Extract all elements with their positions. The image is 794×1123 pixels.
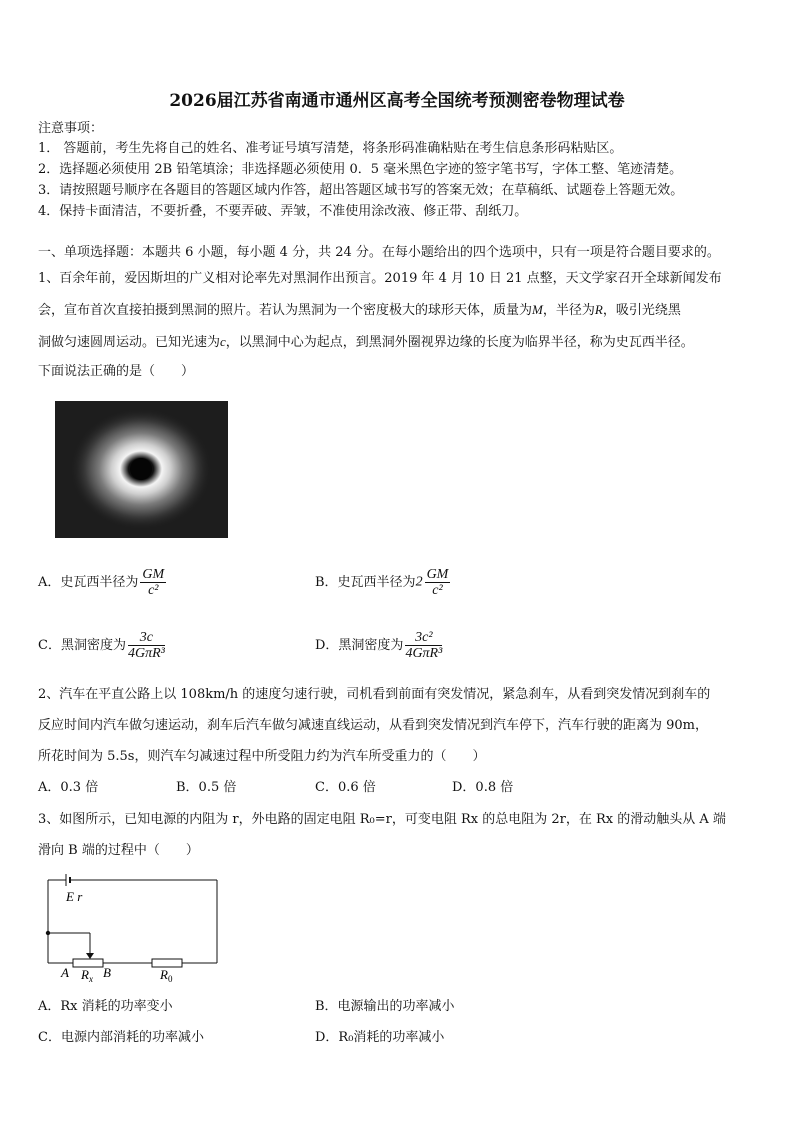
- slider-arrow: [86, 953, 94, 959]
- q2-line-1: 2、汽车在平直公路上以 108km/h 的速度匀速行驶，司机看到前面有突发情况，紧急刹车，从看到突发情况到刹车的: [38, 687, 711, 702]
- label-r0: $R_0$: [160, 967, 173, 984]
- q1-line-3: 洞做匀速圆周运动。已知光速为c，以黑洞中心为起点，到黑洞外圈视界边缘的长度为临界半径，称为史瓦西半径。: [38, 334, 694, 350]
- q2-option-a[interactable]: A．0.3 倍: [38, 780, 99, 795]
- fraction: $\frac{\text{3c²}}{\text{4GπR³}}$: [405, 630, 443, 661]
- q1-line-2: 会，宣布首次直接拍摄到黑洞的照片。若认为黑洞为一个密度极大的球形天体，质量为M，半径为R，吸引光绕黑: [38, 302, 681, 318]
- q3-option-d[interactable]: D．R₀消耗的功率减小: [315, 1030, 445, 1045]
- q1-line-4: 下面说法正确的是（ ）: [38, 364, 195, 379]
- q1-option-d[interactable]: D．黑洞密度为 $\frac{\text{3c²}}{\text{4GπR³}}$: [315, 630, 443, 661]
- notice-item-1: 1． 答题前，考生先将自己的姓名、准考证号填写清楚，将条形码准确粘贴在考生信息条形码粘贴区。: [38, 141, 623, 156]
- black-hole-image: [55, 401, 228, 538]
- var-R: R: [594, 302, 603, 317]
- circuit-diagram: [40, 872, 225, 987]
- q1-option-b[interactable]: B．史瓦西半径为2 $\frac{GM}{\text{c²}}$: [315, 567, 449, 598]
- notice-item-3: 3．请按照题号顺序在各题目的答题区域内作答，超出答题区域书写的答案无效；在草稿纸、试题卷上答题无效。: [38, 183, 684, 198]
- notice-item-2: 2．选择题必须使用 2B 铅笔填涂；非选择题必须使用 0．5 毫米黑色字迹的签字笔书写，字体工整、笔迹清楚。: [38, 162, 683, 177]
- notice-heading: 注意事项：: [38, 121, 104, 136]
- q3-option-a[interactable]: A．Rx 消耗的功率变小: [38, 999, 173, 1014]
- q2-option-c[interactable]: C．0.6 倍: [315, 780, 376, 795]
- q2-option-d[interactable]: D．0.8 倍: [452, 780, 514, 795]
- q1-option-c[interactable]: C．黑洞密度为 $\frac{3c}{\text{4GπR³}}$: [38, 630, 165, 661]
- var-c: c: [220, 334, 226, 349]
- rx-resistor: [73, 959, 103, 967]
- notice-item-4: 4．保持卡面清洁，不要折叠，不要弄破、弄皱，不准使用涂改液、修正带、刮纸刀。: [38, 204, 528, 219]
- source-label: E r: [66, 889, 83, 904]
- fraction: $\frac{GM}{\text{c²}}$: [142, 567, 165, 598]
- section-heading: 一、单项选择题：本题共 6 小题，每小题 4 分，共 24 分。在每小题给出的四个选项中，只有一项是符合题目要求的。: [38, 245, 720, 260]
- junction-dot: [46, 931, 50, 935]
- q3-option-b[interactable]: B．电源输出的功率减小: [315, 999, 455, 1014]
- q2-line-3: 所花时间为 5.5s，则汽车匀减速过程中所受阻力约为汽车所受重力的（ ）: [38, 749, 486, 764]
- fraction: $\frac{GM}{\text{c²}}$: [426, 567, 449, 598]
- label-rx: $R_x$: [81, 967, 93, 984]
- q1-option-a[interactable]: A．史瓦西半径为 $\frac{GM}{\text{c²}}$: [38, 567, 165, 598]
- label-a: A: [61, 965, 69, 980]
- q3-option-c[interactable]: C．电源内部消耗的功率减小: [38, 1030, 204, 1045]
- q2-option-b[interactable]: B．0.5 倍: [176, 780, 237, 795]
- q3-line-1: 3、如图所示，已知电源的内阻为 r，外电路的固定电阻 R₀=r，可变电阻 Rx 的总电阻为 2r，在 Rx 的滑动触头从 A 端: [38, 812, 726, 827]
- label-b: B: [103, 965, 111, 980]
- fraction: $\frac{3c}{\text{4GπR³}}$: [127, 630, 165, 661]
- q2-line-2: 反应时间内汽车做匀速运动，刹车后汽车做匀减速直线运动，从看到突发情况到汽车停下，汽车行驶的距离为 90m，: [38, 718, 709, 733]
- q3-line-2: 滑向 B 端的过程中（ ）: [38, 843, 199, 858]
- q1-line-1: 1、百余年前，爱因斯坦的广义相对论率先对黑洞作出预言。2019 年 4 月 10 日 21 点整，天文学家召开全球新闻发布: [38, 271, 722, 286]
- var-M: M: [532, 302, 543, 317]
- page-title: 2026届江苏省南通市通州区高考全国统考预测密卷物理试卷: [169, 91, 625, 111]
- r0-resistor: [152, 959, 182, 967]
